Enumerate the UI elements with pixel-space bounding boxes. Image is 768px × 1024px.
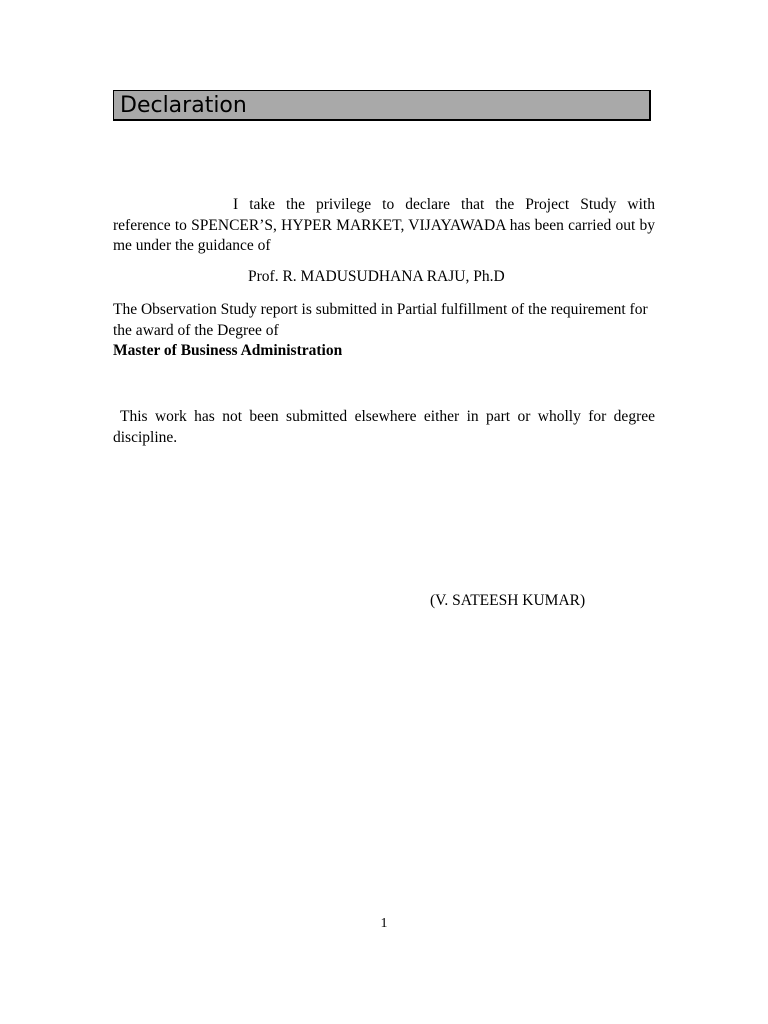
declaration-paragraph-first-line: [113, 195, 655, 216]
page-title: Declaration: [120, 93, 247, 118]
signature-name: (V. SATEESH KUMAR): [430, 592, 586, 609]
submission-paragraph: [113, 300, 655, 362]
originality-paragraph: [113, 407, 655, 448]
page-number: [0, 915, 768, 933]
declaration-paragraph: [113, 195, 655, 257]
degree-name: Master of Business Administration: [113, 342, 343, 359]
declaration-paragraph-line1-text: I take the privilege to declare that the Project Study with: [233, 196, 655, 213]
page-number-text: 1: [380, 916, 388, 931]
submission-text: The Observation Study report is submitted in Partial fulfillment of the requirement for the award of the Degree of: [113, 301, 648, 339]
originality-text: This work has not been submitted elsewhere either in part or wholly for degree discipline.: [113, 408, 655, 446]
declaration-paragraph-rest-text: reference to SPENCER’S, HYPER MARKET, VIJAYAWADA has been carried out by me under the guidance of: [113, 216, 655, 254]
guide-name: Prof. R. MADUSUDHANA RAJU, Ph.D: [248, 268, 505, 285]
declaration-heading-box: [113, 90, 651, 121]
